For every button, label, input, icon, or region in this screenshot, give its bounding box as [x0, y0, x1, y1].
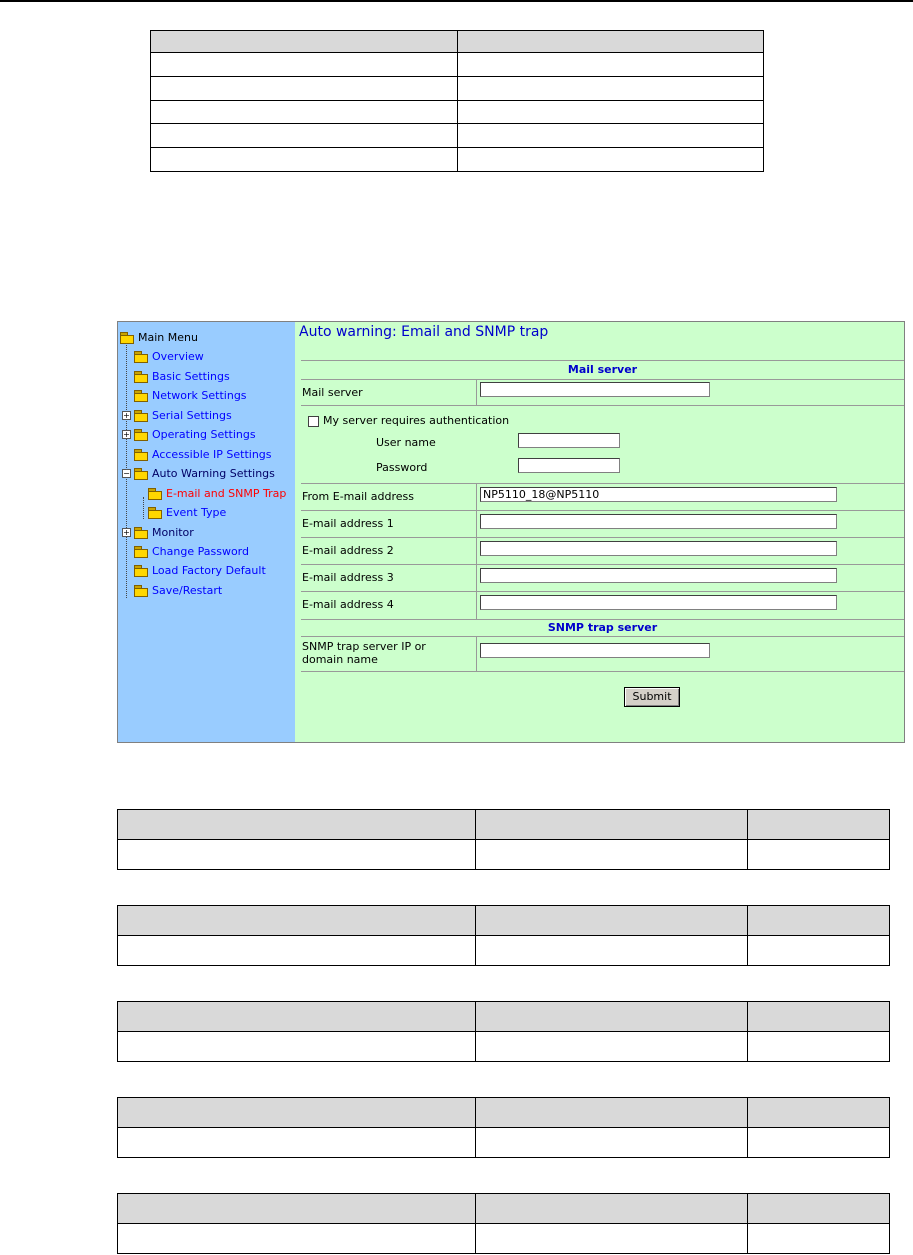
table-cell [151, 101, 458, 124]
folder-icon [134, 351, 148, 362]
top-table [150, 30, 764, 172]
table-cell [458, 77, 764, 101]
sidebar-item-label: Operating Settings [152, 427, 256, 441]
table-row [118, 906, 890, 936]
table-cell [118, 1032, 476, 1062]
table-cell [748, 810, 890, 840]
sidebar-item-label: E-mail and SNMP Trap [166, 486, 287, 500]
snmp-server-input[interactable] [480, 643, 710, 658]
sidebar-item-label: Save/Restart [152, 583, 223, 597]
bottom-table-5 [117, 1193, 890, 1254]
sidebar-item-basic-settings[interactable] [134, 368, 230, 384]
row-divider [301, 483, 904, 484]
email-2-input[interactable] [480, 541, 837, 556]
table-row [151, 77, 764, 101]
table-cell [476, 1224, 748, 1254]
sidebar-item-label: Change Password [152, 544, 249, 558]
sidebar-item-save-restart[interactable] [134, 582, 222, 598]
folder-icon [134, 527, 148, 538]
table-row [118, 1194, 890, 1224]
table-row [151, 101, 764, 124]
folder-icon [134, 585, 148, 596]
mail-server-input[interactable] [480, 382, 710, 397]
sidebar-item-auto-warning-settings[interactable] [134, 465, 275, 481]
folder-open-icon [134, 468, 148, 479]
table-cell [476, 1032, 748, 1062]
folder-icon [134, 565, 148, 576]
sidebar-item-load-factory-default[interactable] [134, 562, 266, 578]
table-row [118, 810, 890, 840]
sidebar-item-label: Event Type [166, 505, 227, 519]
email-1-input[interactable] [480, 514, 837, 529]
column-divider [476, 483, 477, 619]
table-row [118, 840, 890, 870]
column-divider [476, 636, 477, 671]
username-label: User name [376, 436, 436, 449]
table-row [118, 1128, 890, 1158]
expand-plus-icon[interactable]: + [123, 430, 130, 439]
table-row [118, 1002, 890, 1032]
table-cell [458, 101, 764, 124]
auth-checkbox-label: My server requires authentication [323, 414, 510, 427]
expand-plus-icon[interactable]: + [123, 411, 130, 420]
table-row [151, 53, 764, 77]
sidebar-item-network-settings[interactable] [134, 387, 247, 403]
table-cell [748, 1224, 890, 1254]
sidebar-item-event-type[interactable] [148, 504, 226, 520]
expand-plus-icon[interactable]: + [123, 528, 130, 537]
from-email-input[interactable] [480, 487, 837, 502]
table-cell [118, 906, 476, 936]
table-cell [458, 124, 764, 148]
row-divider [301, 360, 904, 361]
email-4-label: E-mail address 4 [302, 598, 394, 611]
sidebar-item-label: Basic Settings [152, 369, 230, 383]
table-row [151, 31, 764, 53]
table-cell [151, 124, 458, 148]
table-cell [118, 1194, 476, 1224]
folder-open-icon [120, 332, 134, 343]
sidebar-item-change-password[interactable] [134, 543, 249, 559]
table-cell [118, 1098, 476, 1128]
table-cell [151, 31, 458, 53]
table-cell [476, 1098, 748, 1128]
table-cell [748, 936, 890, 966]
password-input[interactable] [518, 458, 620, 473]
sidebar-item-label: Load Factory Default [152, 563, 266, 577]
sidebar-item-overview[interactable] [134, 348, 204, 364]
bottom-table-4 [117, 1097, 890, 1158]
table-cell [458, 148, 764, 172]
sidebar-item-accessible-ip-settings[interactable] [134, 446, 272, 462]
bottom-table-2 [117, 905, 890, 966]
row-divider [301, 510, 904, 511]
sidebar-menu [118, 322, 295, 742]
row-divider [301, 591, 904, 592]
folder-icon [134, 429, 148, 440]
email-2-label: E-mail address 2 [302, 544, 394, 557]
sidebar-item-monitor[interactable] [134, 524, 194, 540]
table-cell [118, 1224, 476, 1254]
table-cell [476, 906, 748, 936]
table-cell [476, 936, 748, 966]
folder-icon [134, 410, 148, 421]
folder-icon [134, 390, 148, 401]
email-4-input[interactable] [480, 595, 837, 610]
row-divider [301, 405, 904, 406]
table-cell [476, 1194, 748, 1224]
table-cell [476, 1002, 748, 1032]
web-console-screenshot [117, 321, 905, 743]
mail-server-label: Mail server [302, 386, 363, 399]
table-cell [476, 810, 748, 840]
table-cell [748, 840, 890, 870]
sidebar-item-email-snmp-trap[interactable] [148, 485, 286, 501]
row-divider [301, 379, 904, 380]
table-cell [118, 810, 476, 840]
email-3-label: E-mail address 3 [302, 571, 394, 584]
sidebar-item-serial-settings[interactable] [134, 407, 232, 423]
sidebar-item-label: Overview [152, 349, 204, 363]
folder-icon [134, 546, 148, 557]
table-cell [458, 53, 764, 77]
folder-icon [148, 507, 162, 518]
table-cell [151, 148, 458, 172]
username-input[interactable] [518, 433, 620, 448]
sidebar-item-label: Network Settings [152, 388, 247, 402]
row-divider [301, 619, 904, 620]
row-divider [301, 537, 904, 538]
page-top-rule [0, 0, 913, 2]
table-row [151, 124, 764, 148]
table-cell [118, 936, 476, 966]
from-email-label: From E-mail address [302, 490, 414, 503]
table-row [118, 936, 890, 966]
folder-icon [148, 488, 162, 499]
folder-icon [134, 449, 148, 460]
bottom-table-1 [117, 809, 890, 870]
table-cell [476, 840, 748, 870]
row-divider [301, 636, 904, 637]
page-title: Auto warning: Email and SNMP trap [299, 324, 549, 340]
folder-icon [134, 371, 148, 382]
sidebar-item-label: Auto Warning Settings [152, 466, 275, 480]
email-1-label: E-mail address 1 [302, 517, 394, 530]
table-cell [748, 1032, 890, 1062]
table-cell [118, 1002, 476, 1032]
table-cell [118, 840, 476, 870]
bottom-table-3 [117, 1001, 890, 1062]
sidebar-item-label: Main Menu [138, 330, 198, 344]
submit-button[interactable]: Submit [624, 687, 680, 707]
snmp-server-label-line1: SNMP trap server IP or [302, 640, 426, 653]
table-cell [151, 53, 458, 77]
sidebar-item-label: Accessible IP Settings [152, 447, 272, 461]
table-cell [458, 31, 764, 53]
row-divider [301, 564, 904, 565]
table-row [118, 1224, 890, 1254]
table-row [151, 148, 764, 172]
collapse-minus-icon[interactable]: − [123, 469, 130, 478]
snmp-section-header: SNMP trap server [547, 621, 658, 634]
table-cell [748, 906, 890, 936]
table-row [118, 1032, 890, 1062]
column-divider [476, 379, 477, 405]
table-cell [748, 1002, 890, 1032]
table-cell [748, 1128, 890, 1158]
snmp-server-label-line2: domain name [302, 653, 378, 666]
password-label: Password [376, 461, 428, 474]
table-row [118, 1098, 890, 1128]
sidebar-item-main-menu[interactable] [120, 329, 198, 345]
settings-form [296, 322, 904, 742]
auth-checkbox[interactable] [308, 416, 319, 427]
mail-server-section-header: Mail server [567, 363, 638, 376]
sidebar-item-operating-settings[interactable] [134, 426, 256, 442]
table-cell [476, 1128, 748, 1158]
table-cell [118, 1128, 476, 1158]
sidebar-item-label: Serial Settings [152, 408, 232, 422]
table-cell [151, 77, 458, 101]
tree-line [143, 497, 144, 519]
sidebar-item-label: Monitor [152, 525, 194, 539]
table-cell [748, 1194, 890, 1224]
row-divider [301, 671, 904, 672]
table-cell [748, 1098, 890, 1128]
email-3-input[interactable] [480, 568, 837, 583]
